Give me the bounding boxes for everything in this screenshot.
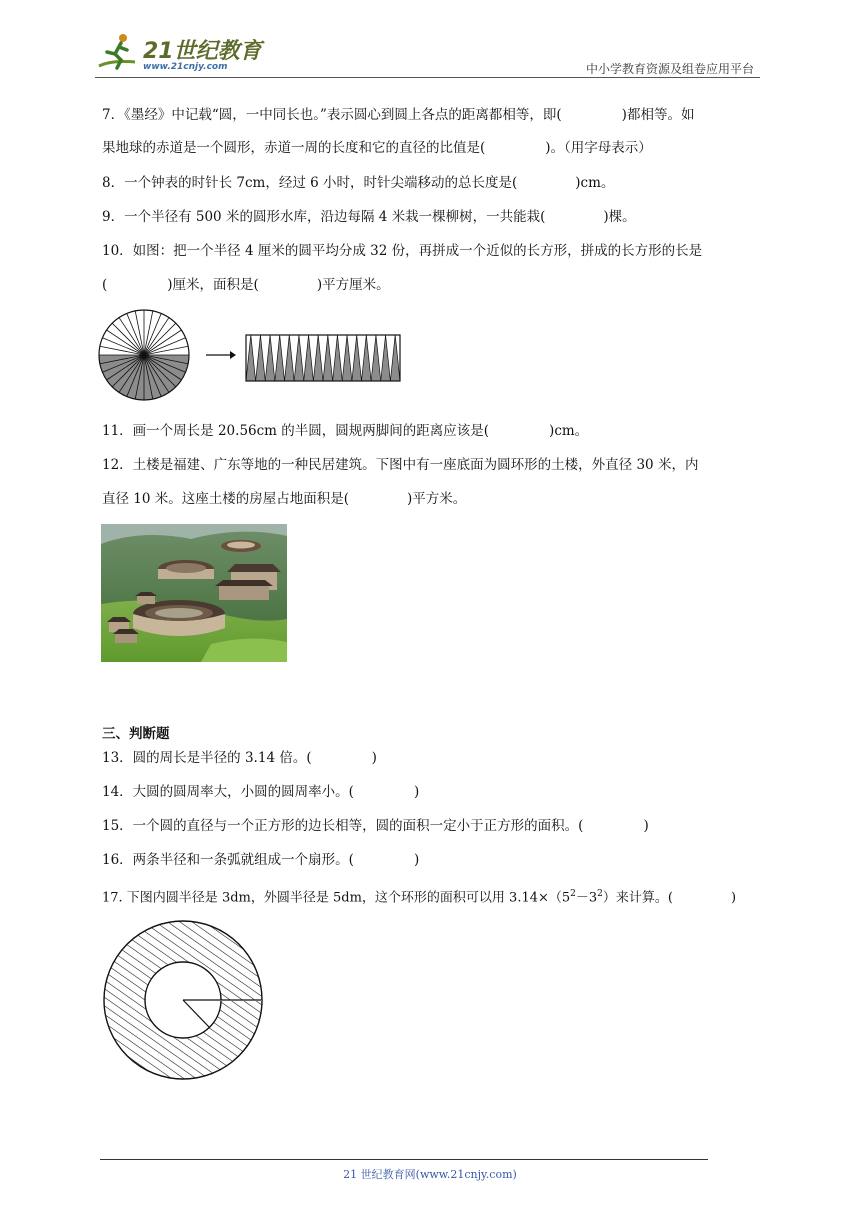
shaded-triangle	[285, 335, 295, 381]
shaded-triangle	[352, 335, 362, 381]
question-7-line-1: 7．《墨经》中记载“圆，一中同长也。”表示圆心到圆上各点的距离都相等，即( )都相等。如	[102, 107, 695, 123]
sector-line	[112, 323, 144, 355]
sector-line	[144, 323, 176, 355]
shaded-triangle	[342, 335, 352, 381]
shaded-triangle	[265, 335, 275, 381]
divided-circle	[99, 310, 189, 400]
question-11: 11．画一个周长是 20.56cm 的半圆，圆规两脚间的距离应该是( )cm。	[102, 423, 589, 439]
footer-divider	[100, 1159, 708, 1160]
tulou-photo	[101, 524, 287, 662]
question-14: 14．大圆的圆周率大，小圆的圆周率小。( )	[102, 784, 420, 800]
question-12-line-1: 12．土楼是福建、广东等地的一种民居建筑。下图中有一座底面为圆环形的土楼，外直径 30 米，内	[102, 457, 699, 473]
shaded-triangle	[333, 335, 343, 381]
shaded-triangle	[275, 335, 285, 381]
shaded-triangle	[294, 335, 304, 381]
shaded-triangle	[323, 335, 333, 381]
platform-title: 中小学教育资源及组卷应用平台	[585, 62, 754, 76]
logo-url: www.21cnjy.com	[143, 62, 228, 72]
shaded-triangle	[246, 335, 256, 381]
question-12-line-2: 直径 10 米。这座土楼的房屋占地面积是( )平方米。	[102, 491, 467, 507]
question-16: 16．两条半径和一条弧就组成一个扇形。( )	[102, 852, 420, 868]
annulus-figure	[102, 919, 264, 1081]
header-divider	[95, 77, 760, 78]
shaded-triangle	[313, 335, 323, 381]
circle-to-rectangle-figure	[98, 308, 410, 402]
section-title-judgement: 三、判断题	[102, 726, 170, 742]
shaded-triangle	[362, 335, 372, 381]
shaded-triangle	[390, 335, 400, 381]
question-7-line-2: 果地球的赤道是一个圆形，赤道一周的长度和它的直径的比值是( )。（用字母表示）	[102, 140, 652, 156]
footer-text: 21 世纪教育网(www.21cnjy.com)	[343, 1168, 517, 1181]
page-header	[95, 30, 760, 78]
approximate-rectangle	[246, 335, 400, 381]
question-17: 17. 下图内圆半径是 3dm，外圆半径是 5dm，这个环形的面积可以用 $3.14\times(5^2-3^2)$来计算。( )	[102, 889, 737, 906]
question-13: 13．圆的周长是半径的 3.14 倍。( )	[102, 750, 377, 766]
shaded-triangle	[371, 335, 381, 381]
question-15: 15．一个圆的直径与一个正方形的边长相等，圆的面积一定小于正方形的面积。( )	[102, 818, 649, 834]
shaded-triangle	[381, 335, 391, 381]
arrow-icon	[206, 351, 236, 359]
question-9: 9．一个半径有 500 米的圆形水库，沿边每隔 4 米栽一棵柳树，一共能栽( )棵。	[102, 209, 636, 225]
logo	[95, 30, 265, 78]
question-10-line-1: 10．如图：把一个半径 4 厘米的圆平均分成 32 份，再拼成一个近似的长方形，拼成的长方形的长是	[102, 243, 703, 259]
question-10-line-2: ( )厘米，面积是( )平方厘米。	[102, 277, 390, 293]
logo-text: 21世纪教育	[143, 39, 262, 64]
runner-logo-icon	[95, 30, 141, 76]
shaded-triangle	[304, 335, 314, 381]
question-8: 8．一个钟表的时针长 7cm，经过 6 小时，时针尖端移动的总长度是( )cm。	[102, 175, 615, 191]
shaded-triangle	[256, 335, 266, 381]
